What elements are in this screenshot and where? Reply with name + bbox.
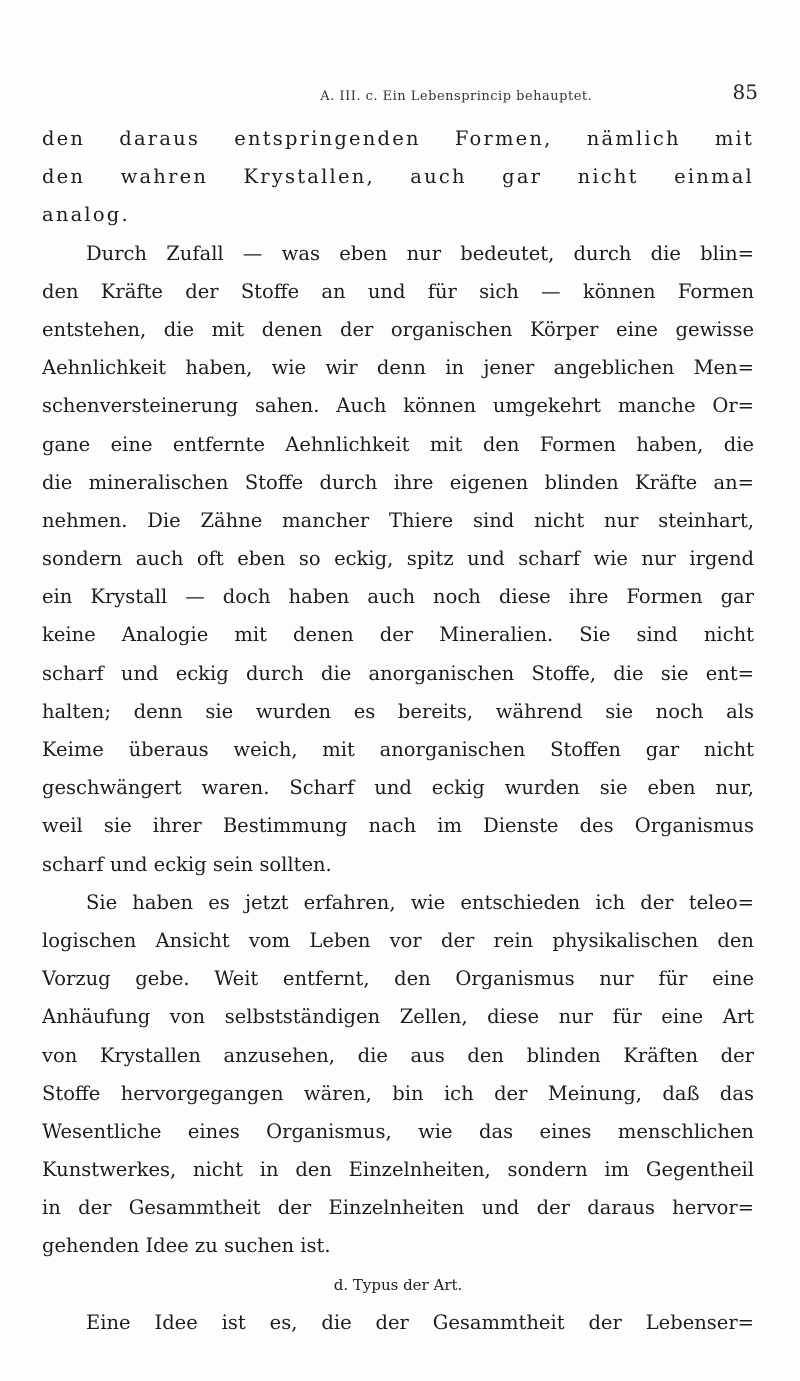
text-line: Vorzug gebe. Weit entfernt, den Organismus nur für eine: [42, 967, 754, 991]
body-text: [42, 120, 754, 1342]
text-line: Keime überaus weich, mit anorganischen Stoffen gar nicht: [42, 738, 754, 761]
text-line: von Krystallen anzusehen, die aus den blinden Kräften der: [42, 1043, 754, 1067]
text-line: Aehnlichkeit haben, wie wir denn in jener angeblichen Men=: [42, 356, 754, 380]
text-line: scharf und eckig sein sollten.: [42, 852, 332, 876]
text-line: den Kräfte der Stoffe an und für sich — können Formen: [42, 279, 754, 303]
text-line: analog.: [42, 203, 130, 227]
text-line: scharf und eckig durch die anorganischen Stoffe, die sie ent=: [42, 661, 754, 685]
text-line: Sie haben es jetzt erfahren, wie entschieden ich der teleo=: [86, 890, 754, 914]
text-line: Kunstwerkes, nicht in den Einzelnheiten, sondern im Gegentheil: [42, 1158, 754, 1182]
text-line: die mineralischen Stoffe durch ihre eigenen blinden Kräfte an=: [42, 470, 754, 494]
text-line: Anhäufung von selbstständigen Zellen, diese nur für eine Art: [42, 1005, 754, 1029]
text-line: den daraus entspringenden Formen, nämlich mit: [42, 127, 754, 150]
text-line: gehenden Idee zu suchen ist.: [42, 1234, 331, 1258]
text-line: in der Gesammtheit der Einzelnheiten und der daraus hervor=: [42, 1196, 754, 1220]
text-line: ein Krystall — doch haben auch noch diese ihre Formen gar: [42, 585, 754, 609]
text-line: gane eine entfernte Aehnlichkeit mit den Formen haben, die: [42, 432, 754, 456]
text-line: Wesentliche eines Organismus, wie das eines menschlichen: [42, 1119, 754, 1143]
running-head-title: A. III. c. Ein Lebensprincip behauptet.: [320, 89, 593, 104]
text-line: weil sie ihrer Bestimmung nach im Dienste des Organismus: [42, 814, 754, 838]
running-head: [40, 64, 760, 104]
section-heading: d. Typus der Art.: [333, 1275, 463, 1294]
text-line: entstehen, die mit denen der organischen Körper eine gewisse: [42, 317, 754, 341]
text-line: geschwängert waren. Scharf und eckig wurden sie eben nur,: [42, 776, 754, 800]
text-line: sondern auch oft eben so eckig, spitz und scharf wie nur irgend: [42, 547, 754, 571]
text-line: den wahren Krystallen, auch gar nicht einmal: [42, 165, 754, 189]
text-line: keine Analogie mit denen der Mineralien. Sie sind nicht: [42, 623, 754, 647]
text-line: schenversteinerung sahen. Auch können umgekehrt manche Or=: [42, 394, 754, 418]
text-line: Eine Idee ist es, die der Gesammtheit der Lebenser=: [86, 1310, 754, 1334]
text-line: Durch Zufall — was eben nur bedeutet, durch die blin=: [86, 241, 754, 265]
text-line: nehmen. Die Zähne mancher Thiere sind nicht nur steinhart,: [42, 508, 754, 532]
text-line: Stoffe hervorgegangen wären, bin ich der Meinung, daß das: [42, 1081, 754, 1105]
text-line: logischen Ansicht vom Leben vor der rein physikalischen den: [42, 928, 754, 952]
page-number: 85: [732, 80, 758, 104]
text-line: halten; denn sie wurden es bereits, während sie noch als: [42, 699, 754, 723]
